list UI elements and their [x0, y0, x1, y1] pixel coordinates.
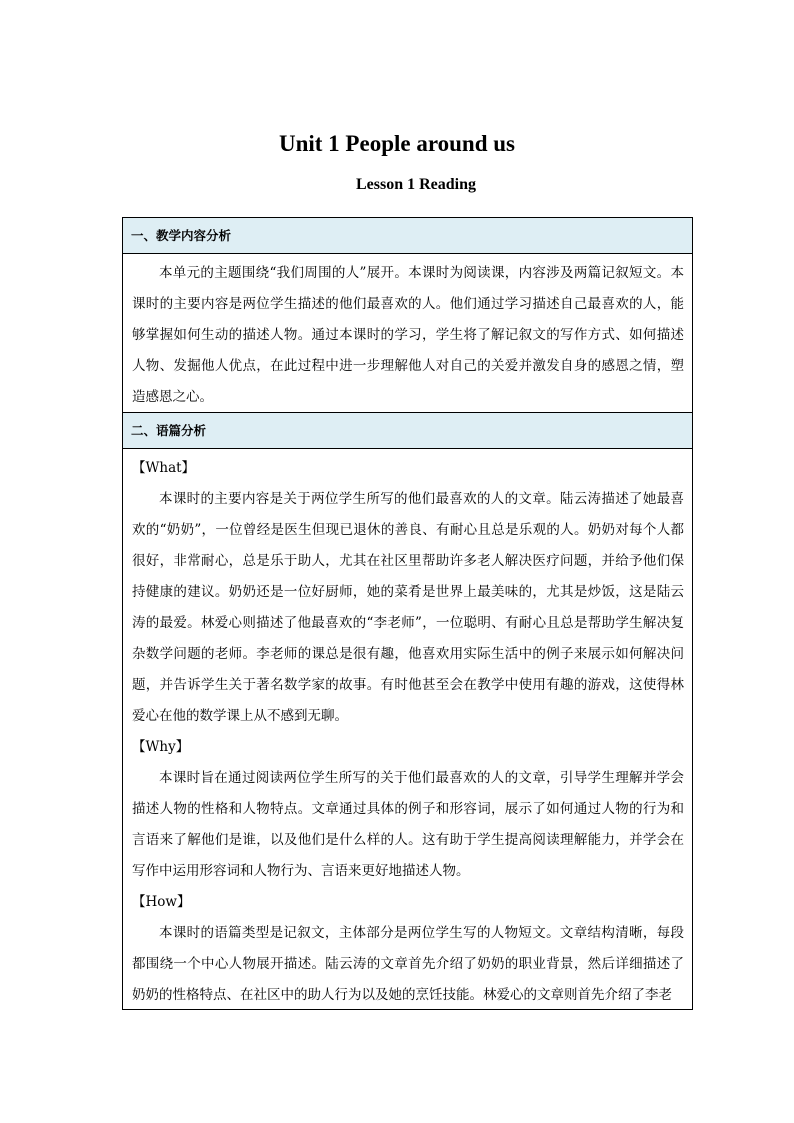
how-paragraph: 本课时的语篇类型是记叙文，主体部分是两位学生写的人物短文。文章结构清晰，每段都围绕一个中心人物展开描述。陆云涛的文章首先介绍了奶奶的职业背景，然后详细描述了奶奶的性格特点、在社区中的助人行为以及她的烹饪技能。林爱心的文章则首先介绍了李老	[132, 925, 684, 1003]
what-paragraph: 本课时的主要内容是关于两位学生所写的他们最喜欢的人的文章。陆云涛描述了她最喜欢的“奶奶”，一位曾经是医生但现已退休的善良、有耐心且总是乐观的人。奶奶对每个人都很好，非常耐心，总是乐于助人，尤其在社区里帮助许多老人解决医疗问题，并给予他们保持健康的建议。奶奶还是一位好厨师，她的菜肴是世界上最美味的，尤其是炒饭，这是陆云涛的最爱。林爱心则描述了他最喜欢的“李老师”，一位聪明、有耐心且总是帮助学生解决复杂数学问题的老师。李老师的课总是很有趣，他喜欢用实际生活中的例子来展示如何解决问题，并告诉学生关于著名数学家的故事。有时他甚至会在教学中使用有趣的游戏，这使得林爱心在他的数学课上从不感到无聊。	[132, 491, 684, 724]
section-heading-teaching-content: 一、教学内容分析	[123, 218, 692, 254]
why-paragraph: 本课时旨在通过阅读两位学生所写的关于他们最喜欢的人的文章，引导学生理解并学会描述人物的性格和人物特点。文章通过具体的例子和形容词，展示了如何通过人物的行为和言语来了解他们是谁，以及他们是什么样的人。这有助于学生提高阅读理解能力，并学会在写作中运用形容词和人物行为、言语来更好地描述人物。	[132, 770, 684, 879]
lesson-analysis-table	[122, 217, 693, 1010]
document-title: Unit 1 People around us	[278, 131, 515, 156]
why-label: 【Why】	[132, 739, 190, 755]
document-subtitle: Lesson 1 Reading	[355, 176, 477, 193]
teaching-content-cell	[123, 254, 692, 412]
teaching-content-paragraph: 本单元的主题围绕“我们周围的人”展开。本课时为阅读课，内容涉及两篇记叙短文。本课时的主要内容是两位学生描述的他们最喜欢的人。他们通过学习描述自己最喜欢的人，能够掌握如何生动的描述人物。通过本课时的学习，学生将了解记叙文的写作方式、如何描述人物、发掘他人优点，在此过程中进一步理解他人对自己的关爱并激发自身的感恩之情，塑造感恩之心。	[132, 265, 684, 405]
section-heading-text-analysis: 二、语篇分析	[123, 412, 692, 449]
text-analysis-cell	[123, 449, 692, 1010]
what-label: 【What】	[132, 460, 196, 476]
how-label: 【How】	[132, 894, 191, 910]
